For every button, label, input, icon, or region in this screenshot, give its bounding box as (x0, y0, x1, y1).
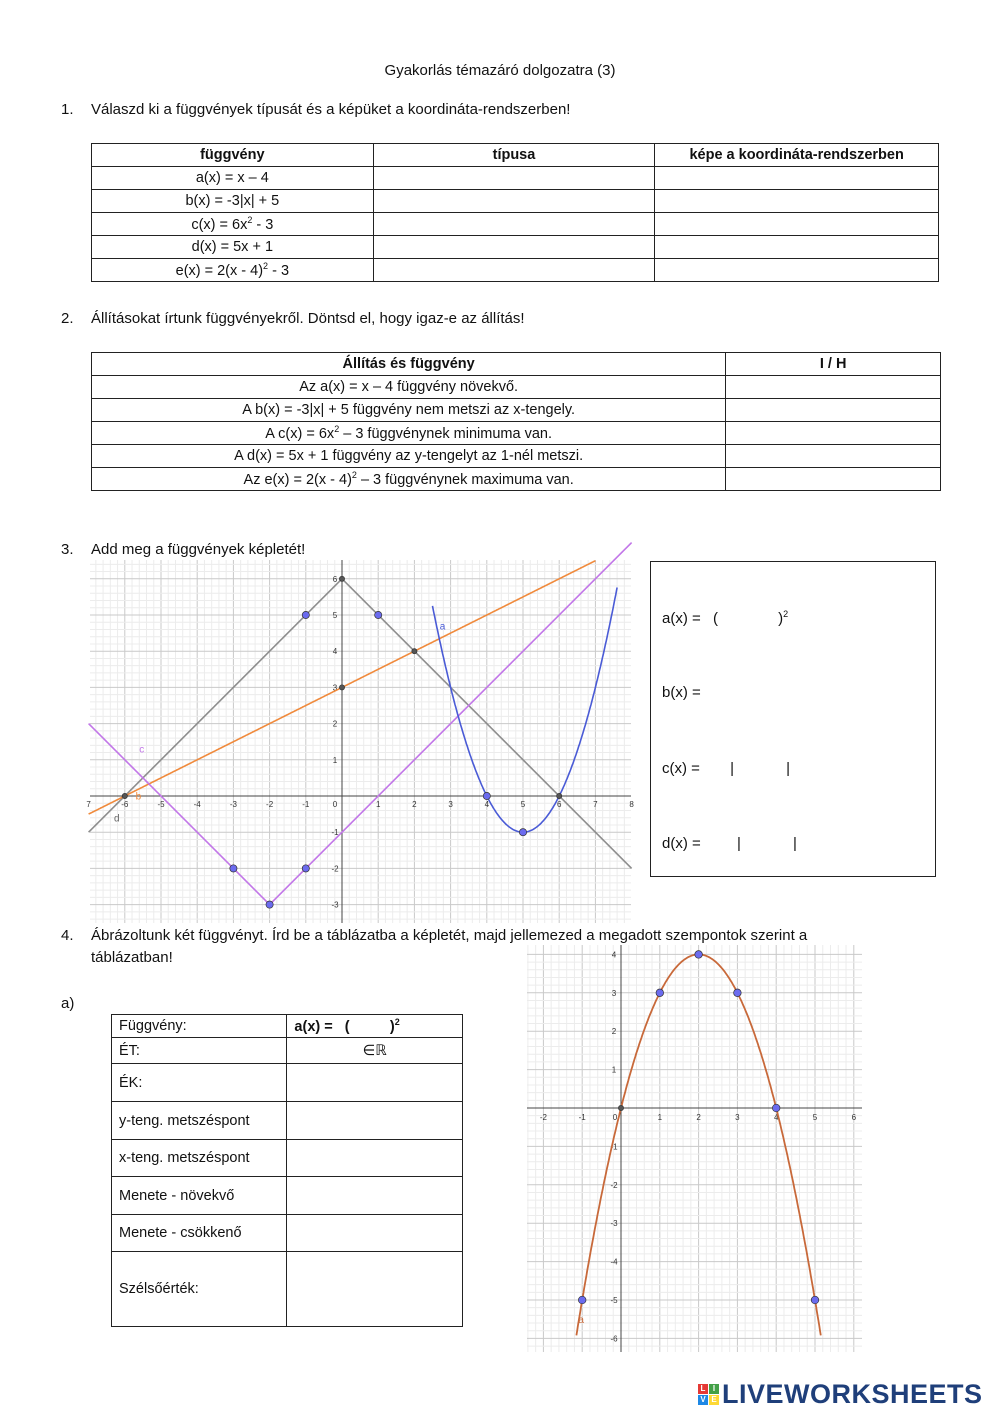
point-marker (339, 576, 344, 581)
task3-c-formula: c(x) = | | (662, 760, 790, 777)
point-marker (483, 792, 490, 799)
y-tick-label: -2 (610, 1180, 618, 1190)
x-tick-label: 0 (612, 1113, 618, 1122)
task1-answer-graph[interactable] (655, 236, 939, 259)
point-marker (734, 989, 742, 997)
task4-row-label: ÉT: (112, 1038, 287, 1064)
task4-row-label: x-teng. metszéspont (112, 1140, 287, 1177)
task4-number: 4. (61, 927, 74, 944)
x-tick-label: 4 (773, 1113, 779, 1122)
curve-label: a (439, 621, 446, 633)
y-tick-label: 6 (332, 574, 338, 584)
task2-statement-5: Az e(x) = 2(x - 4)$^2$ – 3 függvénynek maximuma van. (92, 468, 726, 491)
task4-text-line1: Ábrázoltunk két függvényt. Írd be a táblázatba a képletét, majd jellemezed a megadott szempontok szerint a (91, 927, 808, 944)
x-tick-label: -1 (578, 1113, 586, 1122)
task1-answer-type[interactable] (373, 167, 655, 190)
task3-a-input[interactable] (735, 607, 785, 627)
task3-number: 3. (61, 541, 74, 558)
y-tick-label: 4 (332, 647, 338, 657)
task4-row-value[interactable] (287, 1215, 463, 1252)
task3-c-input[interactable] (714, 758, 914, 778)
task4-row-label: ÉK: (112, 1064, 287, 1102)
y-tick-label: 5 (332, 611, 338, 620)
x-tick-label: -1 (302, 800, 310, 809)
curve-a (433, 588, 618, 833)
task1-row-a: a(x) = x – 4 (92, 167, 374, 190)
x-tick-label: -2 (539, 1113, 547, 1122)
x-tick-label: -3 (229, 800, 237, 809)
task3-d-formula: d(x) = | | (662, 835, 797, 852)
y-tick-label: -4 (610, 1257, 618, 1267)
y-tick-label: -1 (610, 1142, 618, 1152)
logo-text: LIVEWORKSHEETS (722, 1379, 983, 1409)
task2-text: Állításokat írtunk függvényekről. Döntsd el, hogy igaz-e az állítás! (91, 310, 525, 327)
y-tick-label: 1 (332, 755, 338, 765)
task2-answer[interactable] (726, 376, 941, 399)
task1-number: 1. (61, 101, 74, 118)
x-tick-label: 8 (629, 800, 634, 809)
x-tick-label: -4 (193, 800, 201, 809)
x-tick-label: 5 (520, 800, 526, 809)
point-marker (122, 793, 127, 798)
x-tick-label: 2 (696, 1113, 701, 1122)
task2-header-answer: I / H (726, 353, 941, 376)
point-marker (811, 1296, 819, 1304)
task4-part-label: a) (61, 995, 75, 1012)
x-tick-label: 1 (657, 1113, 663, 1122)
task1-row-e: e(x) = 2(x - 4)$^2$ - 3 (92, 259, 374, 282)
task4-row-value[interactable] (287, 1140, 463, 1177)
point-marker (375, 611, 382, 618)
x-tick-label: 4 (484, 800, 490, 809)
x-tick-label: 6 (851, 1113, 857, 1122)
task3-b-formula: b(x) = (662, 684, 701, 701)
task2-answer[interactable] (726, 422, 941, 445)
y-tick-label: -2 (331, 864, 339, 874)
x-tick-label: 7 (593, 800, 598, 809)
x-tick-label: 1 (375, 800, 381, 809)
curve-label: d (113, 813, 120, 825)
task2-statement-3: A $c(x) = 6x^2 - 3$ függvénynek minimuma van. (92, 422, 726, 445)
y-tick-label: -5 (610, 1296, 618, 1305)
task2-table (91, 352, 941, 491)
task2-number: 2. (61, 310, 74, 327)
x-tick-label: 6 (556, 800, 562, 809)
logo-badge-icon: L I V E (698, 1384, 720, 1406)
point-marker (557, 793, 562, 798)
task2-statement-4: A d(x) = 5x + 1 függvény az y-tengelyt az 1-nél metszi. (92, 445, 726, 468)
y-tick-label: 3 (332, 683, 338, 693)
task4-graph (527, 945, 862, 1352)
page-title: Gyakorlás témazáró dolgozatra (3) (384, 62, 616, 79)
point-marker (266, 901, 273, 908)
x-tick-label: 5 (812, 1113, 818, 1122)
task1-answer-type[interactable] (373, 259, 655, 282)
task1-answer-graph[interactable] (655, 190, 939, 213)
task4-head-value[interactable]: a(x) = ( )$^2$ (287, 1015, 463, 1038)
task3-b-input[interactable] (714, 682, 914, 702)
point-marker (772, 1104, 780, 1112)
task1-answer-graph[interactable] (655, 213, 939, 236)
task2-answer[interactable] (726, 445, 941, 468)
task1-text: Válaszd ki a függvények típusát és a képüket a koordináta-rendszerben! (91, 101, 571, 118)
x-tick-label: 0 (332, 800, 338, 809)
point-marker (302, 865, 309, 872)
curve-label: b (135, 791, 142, 803)
y-tick-label: -3 (331, 900, 339, 910)
point-marker (230, 865, 237, 872)
task2-header-statement: Állítás és függvény (92, 353, 726, 376)
point-marker (578, 1296, 586, 1304)
y-tick-label: 2 (611, 1027, 617, 1037)
curve-label: a (578, 1315, 584, 1327)
task1-answer-type[interactable] (373, 213, 655, 236)
point-marker (618, 1105, 623, 1110)
task1-answer-type[interactable] (373, 190, 655, 213)
task1-answer-type[interactable] (373, 236, 655, 259)
task4-row-value[interactable] (287, 1252, 463, 1327)
point-marker (695, 951, 703, 959)
task3-answer-box (650, 561, 936, 877)
task3-a-formula: a(x) = ( )$^2$ (662, 609, 789, 627)
task1-answer-graph[interactable] (655, 167, 939, 190)
task2-answer[interactable] (726, 399, 941, 422)
task4-table (111, 1014, 463, 1327)
x-tick-label: -2 (266, 800, 274, 809)
task3-text: Add meg a függvények képletét! (91, 541, 306, 558)
task4-row-value[interactable] (287, 1064, 463, 1102)
task1-row-c: $c(x) = 6x^2 - 3$ (92, 213, 374, 236)
task2-statement-2: A b(x) = -3|x| + 5 függvény nem metszi az x-tengely. (92, 399, 726, 422)
x-tick-label: 3 (448, 800, 453, 809)
task1-header-function: függvény (92, 144, 374, 167)
task1-row-b: b(x) = -3|x| + 5 (92, 190, 374, 213)
x-tick-label: -6 (121, 800, 129, 809)
task4-row-label: Menete - növekvő (112, 1177, 287, 1215)
task4-row-label: Menete - csökkenő (112, 1215, 287, 1252)
point-marker (339, 685, 344, 690)
y-tick-label: 2 (332, 719, 338, 729)
task4-row-label: y-teng. metszéspont (112, 1102, 287, 1140)
task4-head-label: Függvény: (112, 1015, 287, 1038)
point-marker (412, 649, 417, 654)
task1-header-graph: képe a koordináta-rendszerben (655, 144, 939, 167)
x-tick-label: 7 (86, 800, 91, 809)
y-tick-label: -1 (331, 828, 339, 838)
y-tick-label: -6 (610, 1334, 618, 1344)
task4-row-value[interactable] (287, 1177, 463, 1215)
x-tick-label: 2 (412, 800, 417, 809)
task4-row-label: Szélsőérték: (112, 1252, 287, 1327)
task1-header-type: típusa (373, 144, 655, 167)
y-tick-label: 3 (611, 988, 617, 998)
task3-graph (86, 560, 634, 923)
x-tick-label: -5 (157, 800, 165, 809)
task1-row-d: d(x) = 5x + 1 (92, 236, 374, 259)
liveworksheets-logo (698, 1378, 998, 1410)
y-tick-label: 4 (611, 950, 617, 960)
task2-answer[interactable] (726, 468, 941, 491)
point-marker (656, 989, 664, 997)
task3-d-input[interactable] (714, 833, 914, 853)
y-tick-label: 1 (611, 1065, 617, 1075)
point-marker (519, 829, 526, 836)
task4-row-value[interactable] (287, 1102, 463, 1140)
task4-text-line2: táblázatban! (91, 949, 173, 966)
curve-label: c (139, 744, 145, 756)
task2-statement-1: Az a(x) = x – 4 függvény növekvő. (92, 376, 726, 399)
y-tick-label: -3 (610, 1219, 618, 1229)
task1-answer-graph[interactable] (655, 259, 939, 282)
task4-row-value[interactable]: ∈ℝ (287, 1038, 463, 1064)
point-marker (302, 611, 309, 618)
x-tick-label: 3 (735, 1113, 740, 1122)
task1-table (91, 143, 939, 282)
